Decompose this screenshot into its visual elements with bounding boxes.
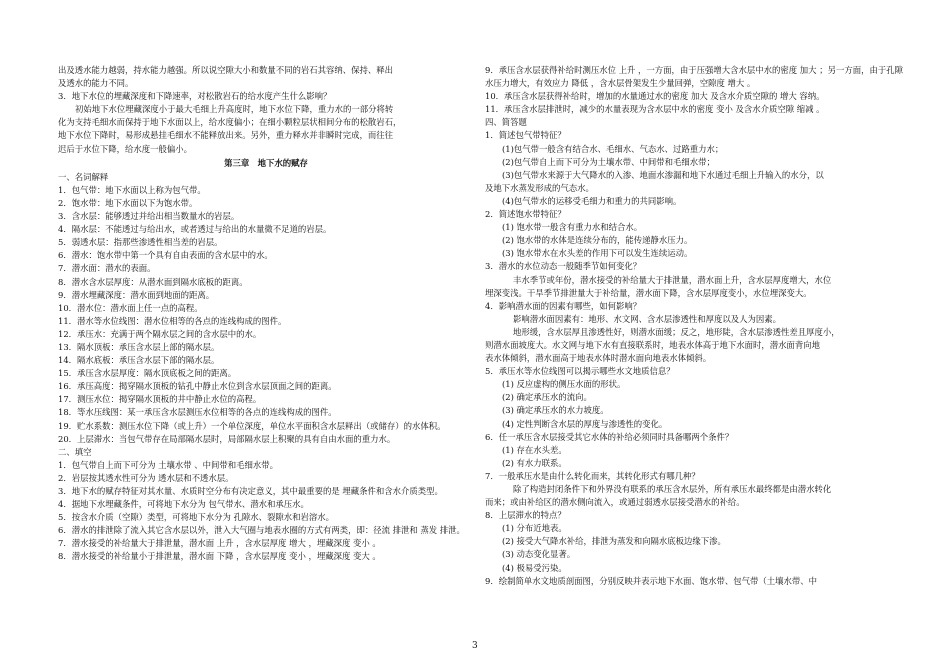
question-line: 4．影响潜水面的因素有哪些，如何影响？	[485, 300, 642, 311]
definition-line: 12．承压水：充满于两个隔水层之间的含水层中的水。	[58, 328, 262, 339]
definition-line: 1．包气带：地下水面以上称为包气带。	[58, 184, 206, 195]
text-line: 初始地下水位埋藏深度小于最大毛细上升高度时，地下水位下降，重力水的一部分将转	[75, 104, 394, 115]
right-column	[485, 64, 903, 588]
definition-line: 2．饱水带：地下水面以下为饱水带。	[58, 197, 198, 208]
answer-line: 表水体倾斜，潜水面高于地表水体时潜水面向地表水体倾斜。	[485, 353, 712, 364]
answer-line: (1) 反应虚构的侧压水面的形状。	[502, 379, 626, 390]
fill-blank-line: 10．承压含水层获得补给时，增加的水量通过水的密度 加大 及含水介质空隙的 增大 容纳。	[485, 91, 825, 102]
fill-blank-line: 2．岩层按其透水性可分为 透水层和不透水层。	[58, 472, 234, 483]
answer-line: 影响潜水面因素有：地形、水文网、含水层渗透性和厚度以及人为因素。	[513, 313, 781, 324]
text-line: 化为支持毛细水而保持于地下水面以上，给水度偏小；在细小颗粒层状相间分布的松散岩石，	[58, 117, 402, 128]
question-line: 1．简述包气带特征？	[485, 130, 566, 141]
answer-line: (1) 存在水头差。	[502, 444, 567, 455]
question-line: 9．绘制简单水文地质剖面图，分别反映并表示地下水面、饱水带、包气带（土壤水带、中	[485, 575, 817, 586]
answer-line: (2)包气带自上而下可分为土壤水带、中间带和毛细水带；	[502, 156, 715, 167]
definition-line: 4．隔水层：不能透过与给出水，或者透过与给出的水量微不足道的岩层。	[58, 224, 332, 235]
definition-line: 17．测压水位：揭穿隔水顶板的井中静止水位的高程。	[58, 394, 262, 405]
fill-blank-line: 5．按含水介质（空隙）类型，可将地下水分为 孔隙水、裂隙水和岩溶水。	[58, 512, 334, 523]
definition-line: 18．等水压线图：某一承压含水层测压水位相等的各点的连线构成的图件。	[58, 407, 337, 418]
definition-line: 14．隔水底板：承压含水层下部的隔水层。	[58, 355, 220, 366]
answer-line: (2) 饱水带的水体是连续分布的，能传递静水压力。	[502, 235, 693, 246]
definition-line: 3．含水层：能够透过并给出相当数量水的岩层。	[58, 211, 240, 222]
question-line: 6．任一承压含水层接受其它水体的补给必须同时具备哪两个条件？	[485, 431, 734, 442]
section-heading: 二、填空	[58, 446, 92, 457]
question-line: 3．地下水位的埋藏深度和下降速率，对松散岩石的给水度产生什么影响？	[58, 91, 332, 102]
answer-line: (2) 确定承压水的流向。	[502, 392, 592, 403]
answer-line: 及地下水蒸发形成的气态水。	[485, 182, 594, 193]
question-line: 3．潜水的水位动态一般随季节如何变化？	[485, 261, 642, 272]
left-column	[58, 64, 474, 564]
fill-blank-line: 7．潜水接受的补给量大于排泄量，潜水面 上升 ，含水层厚度 增大 ，埋藏深度 变小 。	[58, 538, 381, 549]
answer-line: (2) 接受大气降水补给，排泄为蒸发和向隔水底板边缘下渗。	[502, 536, 726, 547]
answer-line: 除了构造封闭条件下和外界没有联系的承压含水层外，所有承压水最终都是由潜水转化	[513, 484, 832, 494]
definition-line: 8．潜水含水层厚度：从潜水面到隔水底板的距离。	[58, 276, 248, 287]
fill-blank-line: 1．包气带自上而下可分为 土壤水带 、中间带和毛细水带。	[58, 459, 279, 470]
definition-line: 16．承压高度：揭穿隔水顶板的钻孔中静止水位到含水层顶面之间的距离。	[58, 381, 337, 392]
definition-line: 20．上层滞水：当包气带存在局部隔水层时，局部隔水层上积聚的具有自由水面的重力水。	[58, 433, 396, 444]
answer-line: (3) 动态变化显著。	[502, 549, 576, 560]
definition-line: 7．潜水面：潜水的表面。	[58, 263, 156, 274]
definition-line: 9．潜水埋藏深度：潜水面到地面的距离。	[58, 289, 215, 300]
answer-line: 地形缓，含水层厚且渗透性好，则潜水面缓；反之，地形陡，含水层渗透性差且厚度小，	[513, 326, 840, 337]
answer-line: (3) 确定承压水的水力坡度。	[502, 405, 609, 416]
definition-line: 5．弱透水层：指那些渗透性相当差的岩层。	[58, 237, 223, 248]
page-number: 3	[472, 641, 478, 651]
answer-line: (1)包气带一般含有结合水、毛细水、气态水、过路重力水；	[502, 143, 724, 154]
chapter-title: 第三章 地下水的赋存	[224, 157, 308, 168]
question-line: 8．上层滞水的特点？	[485, 510, 566, 521]
answer-line: (4) 定性判断含水层的厚度与渗透性的变化。	[502, 418, 668, 429]
text-line: 及透水的能力不同。	[58, 78, 134, 89]
fill-blank-line: 11．承压含水层排泄时，减少的水量表现为含水层中水的密度 变小 及含水介质空隙 缩减 。	[485, 104, 825, 115]
fill-blank-line: 8．潜水接受的补给量小于排泄量，潜水面 下降 ，含水层厚度 变小 ，埋藏深度 变大 。	[58, 551, 381, 562]
text-line: 迟后于水位下降，给水度一般偏小。	[58, 143, 192, 154]
text-line: 地下水位下降时，易形成悬挂毛细水不能释放出来。另外，重力释水并非瞬时完成，而往往	[58, 130, 393, 141]
definition-line: 11．潜水等水位线图：潜水位相等的各点的连线构成的图件。	[58, 315, 287, 326]
answer-line: 则潜水面坡度大。水文网与地下水有直接联系时，地表水体高于地下水面时，潜水面背向地	[485, 339, 820, 350]
answer-line: (3) 饱水带水在水头差的作用下可以发生连续运动。	[502, 248, 693, 259]
text-line: 出及透水能力越弱，持水能力越强。所以说空隙大小和数量不同的岩石其容纳、保持、释出	[58, 65, 393, 75]
answer-line: (1) 分布近地表。	[502, 523, 567, 534]
definition-line: 10．潜水位：潜水面上任一点的高程。	[58, 302, 203, 313]
fill-blank-line: 6．潜水的排泄除了流入其它含水层以外，泄入大气圈与地表水圈的方式有两类，即：径流 排泄和 蒸发 排泄。	[58, 525, 465, 536]
answer-line: (4)包气带水的运移受毛细力和重力的共同影响。	[502, 195, 682, 206]
definition-line: 19．贮水系数：测压水位下降（或上升）一个单位深度，单位水平面积含水层释出（或储存）的水体积。	[58, 420, 446, 431]
definition-line: 13．隔水顶板：承压含水层上部的隔水层。	[58, 341, 220, 352]
fill-blank-line: 4．据地下水埋藏条件，可将地下水分为 包气带水、潜水和承压水。	[58, 499, 309, 510]
answer-line: (3)包气带水来源于大气降水的入渗、地面水渗漏和地下水通过毛细上升输入的水分，以	[502, 169, 824, 180]
question-line: 2．简述饱水带特征？	[485, 209, 566, 220]
question-line: 7．一般承压水是由什么转化而来，其转化形式有哪几种？	[485, 470, 700, 481]
answer-line: 埋深变浅。干旱季节排泄量大于补给量，潜水面下降，含水层厚度变小，水位埋深变大。	[485, 287, 812, 298]
section-heading: 一、名词解释	[58, 171, 109, 182]
answer-line: (2) 有水力联系。	[502, 457, 567, 468]
definition-line: 6．潜水：饱水带中第一个具有自由表面的含水层中的水。	[58, 250, 273, 261]
answer-line: 而来；或由补给区的潜水侧向流入，或通过弱透水层接受潜水的补给。	[485, 497, 745, 508]
answer-line: (1) 饱水带一般含有重力水和结合水。	[502, 222, 643, 233]
fill-blank-line: 3．地下水的赋存特征对其水量、水质时空分布有决定意义，其中最重要的是 埋藏条件和含水介质类型。	[58, 486, 443, 496]
fill-blank-line: 9．承压含水层获得补给时测压水位 上升 ，一方面，由于压强增大含水层中水的密度 加大 ；另一方面，由于孔隙水压力增大，有效应力 降低 ，含水层骨架发生少量回弹，空隙度 增大 。	[485, 65, 903, 89]
answer-line: (4) 极易受污染。	[502, 562, 567, 573]
answer-line: 丰水季节或年份，潜水接受的补给量大于排泄量，潜水面上升，含水层厚度增大，水位	[513, 274, 832, 285]
section-heading: 四、简答题	[485, 117, 527, 128]
definition-line: 15．承压含水层厚度：隔水顶底板之间的距离。	[58, 368, 237, 379]
question-line: 5．承压水等水位线图可以揭示哪些水文地质信息？	[485, 366, 675, 377]
